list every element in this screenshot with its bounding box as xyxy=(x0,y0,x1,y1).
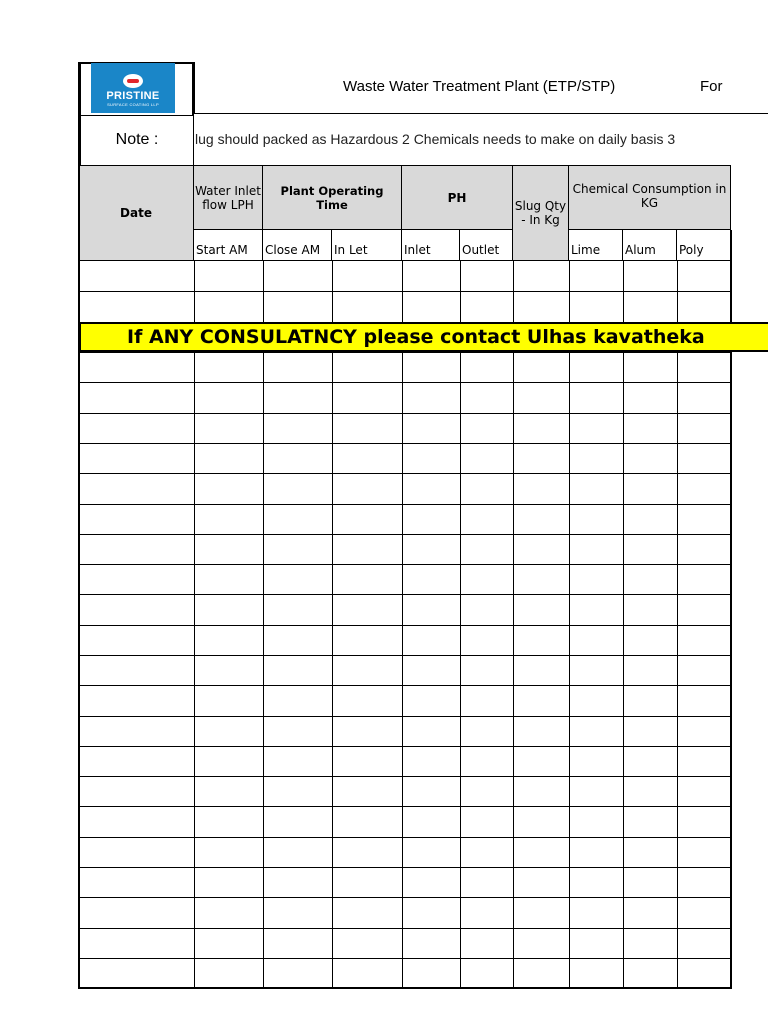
subheader-inlet: Inlet xyxy=(402,230,460,261)
header-ph: PH xyxy=(402,166,513,230)
table-column-line xyxy=(460,261,461,322)
table-row-line xyxy=(79,806,731,807)
header-slug-qty: Slug Qty - In Kg xyxy=(513,166,569,261)
table-row-line xyxy=(79,352,731,353)
logo-name: PRISTINE xyxy=(106,90,160,102)
table-column-line xyxy=(677,352,678,987)
table-column-line xyxy=(402,261,403,322)
table-row-line xyxy=(79,746,731,747)
subheader-start-am: Start AM xyxy=(194,230,263,261)
table-row-line xyxy=(79,958,731,959)
table-row-line xyxy=(79,534,731,535)
table-row-line xyxy=(79,837,731,838)
table-column-line xyxy=(332,352,333,987)
table-column-line xyxy=(460,352,461,987)
table-bottom-border xyxy=(78,987,732,989)
table-column-line xyxy=(623,352,624,987)
table-row-line xyxy=(79,413,731,414)
subheader-in-let: In Let xyxy=(332,230,402,261)
subheader-close-am: Close AM xyxy=(263,230,332,261)
table-column-line xyxy=(513,261,514,322)
logo-tagline: SURFACE COATING LLP xyxy=(107,102,159,107)
header-water-inlet: Water Inlet flow LPH xyxy=(194,166,263,230)
table-left-border xyxy=(78,62,80,989)
table-row-line xyxy=(79,776,731,777)
table-row-line xyxy=(79,564,731,565)
table-row-line xyxy=(79,625,731,626)
table-column-line xyxy=(402,352,403,987)
note-label: Note : xyxy=(79,114,194,166)
table-column-line xyxy=(263,352,264,987)
table-row-line xyxy=(79,594,731,595)
table-column-line xyxy=(513,352,514,987)
subheader-alum: Alum xyxy=(623,230,677,261)
table-column-line xyxy=(263,261,264,322)
logo-right-border xyxy=(193,62,195,114)
table-row-line xyxy=(79,473,731,474)
logo-emblem-icon xyxy=(123,74,143,88)
table-row-line xyxy=(79,685,731,686)
table-column-line xyxy=(194,261,195,322)
subheader-outlet: Outlet xyxy=(460,230,513,261)
table-row-line xyxy=(79,443,731,444)
consultancy-banner: If ANY CONSULATNCY please contact Ulhas kavatheka xyxy=(79,322,768,352)
table-column-line xyxy=(332,261,333,322)
table-column-line xyxy=(677,261,678,322)
document-title: Waste Water Treatment Plant (ETP/STP) xyxy=(343,78,616,95)
subheader-lime: Lime xyxy=(569,230,623,261)
table-row-line xyxy=(79,655,731,656)
table-row-line xyxy=(79,716,731,717)
table-row-line xyxy=(79,867,731,868)
subheader-poly: Poly xyxy=(677,230,731,261)
title-divider xyxy=(194,113,768,114)
header-date: Date xyxy=(79,166,194,261)
table-row-line xyxy=(79,382,731,383)
table-column-line xyxy=(569,261,570,322)
table-column-line xyxy=(194,352,195,987)
table-row-line xyxy=(79,504,731,505)
company-logo xyxy=(91,63,175,113)
note-text: lug should packed as Hazardous 2 Chemicals needs to make on daily basis 3 xyxy=(195,131,676,147)
table-row-line xyxy=(79,897,731,898)
header-chemical-consumption: Chemical Consumption in KG xyxy=(569,166,731,230)
title-suffix: For xyxy=(700,78,723,95)
table-row-line xyxy=(79,291,731,292)
table-column-line xyxy=(623,261,624,322)
table-column-line xyxy=(569,352,570,987)
table-row-line xyxy=(79,928,731,929)
header-plant-operating-time: Plant Operating Time xyxy=(263,166,402,230)
